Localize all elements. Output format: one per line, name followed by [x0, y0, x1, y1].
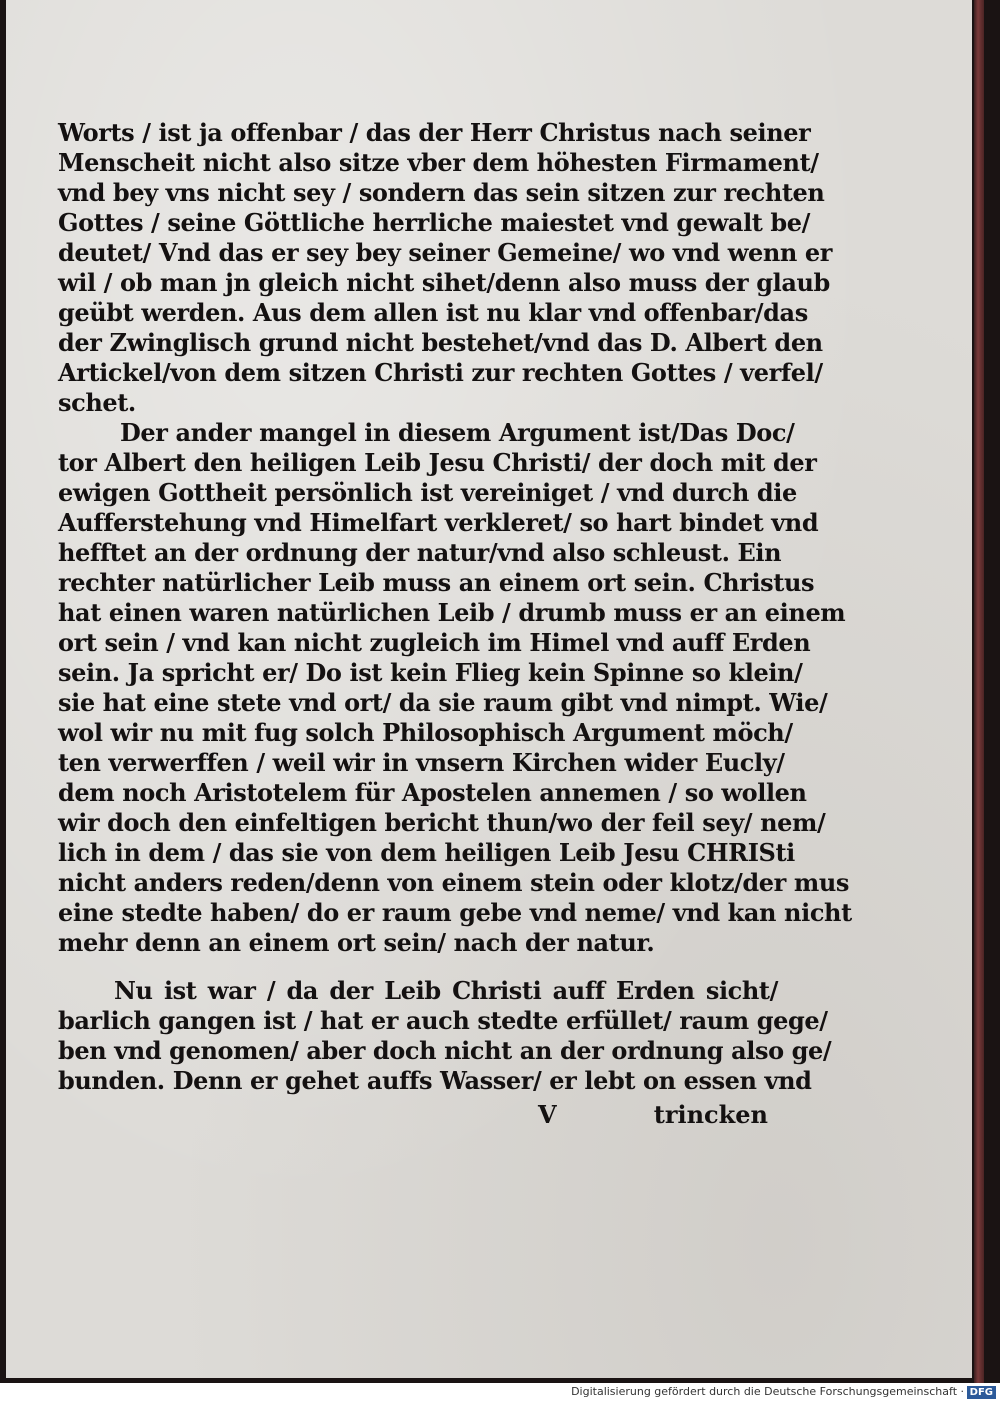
page-edge: [974, 0, 984, 1383]
text-line: wir doch den einfeltigen bericht thun/wo der feil sey/ nem/: [58, 808, 826, 837]
digitization-footer: [0, 1383, 1000, 1403]
text-line: ort sein / vnd kan nicht zugleich im Himel vnd auff Erden: [58, 628, 811, 657]
text-line: bunden. Denn er gehet auffs Wasser/ er lebt on essen vnd: [58, 1066, 812, 1095]
page-foot-marks: [530, 1100, 768, 1136]
text-line: Nu ist war / da der Leib Christi auff Erden sicht/: [114, 976, 778, 1005]
signature-mark: V: [538, 1100, 557, 1129]
paragraph-3: [58, 976, 832, 1096]
text-line: hat einen waren natürlichen Leib / drumb muss er an einem: [58, 598, 846, 627]
text-line: Menscheit nicht also sitze vber dem höhesten Firmament/: [58, 148, 819, 177]
text-line: sie hat eine stete vnd ort/ da sie raum gibt vnd nimpt. Wie/: [58, 688, 828, 717]
text-line: hefftet an der ordnung der natur/vnd also schleust. Ein: [58, 538, 782, 567]
paragraph-2: [58, 418, 852, 958]
text-line: Worts / ist ja offenbar / das der Herr Christus nach seiner: [58, 118, 811, 147]
text-line: wil / ob man jn gleich nicht sihet/denn also muss der glaub: [58, 268, 830, 297]
paragraph-gap: [58, 958, 778, 976]
text-line: dem noch Aristotelem für Apostelen annemen / so wollen: [58, 778, 807, 807]
text-line: ten verwerffen / weil wir in vnsern Kirchen wider Eucly/: [58, 748, 785, 777]
dfg-logo: DFG: [967, 1386, 996, 1399]
text-line: ewigen Gottheit persönlich ist vereiniget / vnd durch die: [58, 478, 797, 507]
text-line: mehr denn an einem ort sein/ nach der natur.: [58, 928, 655, 957]
text-line: lich in dem / das sie von dem heiligen Leib Jesu CHRISti: [58, 838, 795, 867]
paragraph-1: [58, 118, 833, 418]
text-line: Gottes / seine Göttliche herrliche maiestet vnd gewalt be/: [58, 208, 811, 237]
text-line: geübt werden. Aus dem allen ist nu klar vnd offenbar/das: [58, 298, 808, 327]
text-line: ben vnd genomen/ aber doch nicht an der ordnung also ge/: [58, 1036, 832, 1065]
text-line: sein. Ja spricht er/ Do ist kein Flieg kein Spinne so klein/: [58, 658, 803, 687]
catchword: trincken: [653, 1100, 768, 1129]
text-line: deutet/ Vnd das er sey bey seiner Gemeine/ wo vnd wenn er: [58, 238, 833, 267]
text-line: tor Albert den heiligen Leib Jesu Christi/ der doch mit der: [58, 448, 817, 477]
text-line: eine stedte haben/ do er raum gebe vnd neme/ vnd kan nicht: [58, 898, 852, 927]
text-line: barlich gangen ist / hat er auch stedte erfüllet/ raum gege/: [58, 1006, 828, 1035]
text-line: Artickel/von dem sitzen Christi zur rechten Gottes / verfel/: [58, 358, 823, 387]
text-line: nicht anders reden/denn von einem stein oder klotz/der mus: [58, 868, 850, 897]
text-line: der Zwinglisch grund nicht bestehet/vnd das D. Albert den: [58, 328, 823, 357]
text-line: wol wir nu mit fug solch Philosophisch Argument möch/: [58, 718, 793, 747]
text-line: rechter natürlicher Leib muss an einem ort sein. Christus: [58, 568, 815, 597]
text-line: schet.: [58, 388, 136, 417]
text-line: vnd bey vns nicht sey / sondern das sein sitzen zur rechten: [58, 178, 825, 207]
funding-credit: Digitalisierung gefördert durch die Deutsche Forschungsgemeinschaft ·: [571, 1385, 964, 1398]
text-line: Aufferstehung vnd Himelfart verkleret/ so hart bindet vnd: [58, 508, 819, 537]
page-text: [58, 118, 852, 1096]
text-line: Der ander mangel in diesem Argument ist/Das Doc/: [120, 418, 795, 447]
